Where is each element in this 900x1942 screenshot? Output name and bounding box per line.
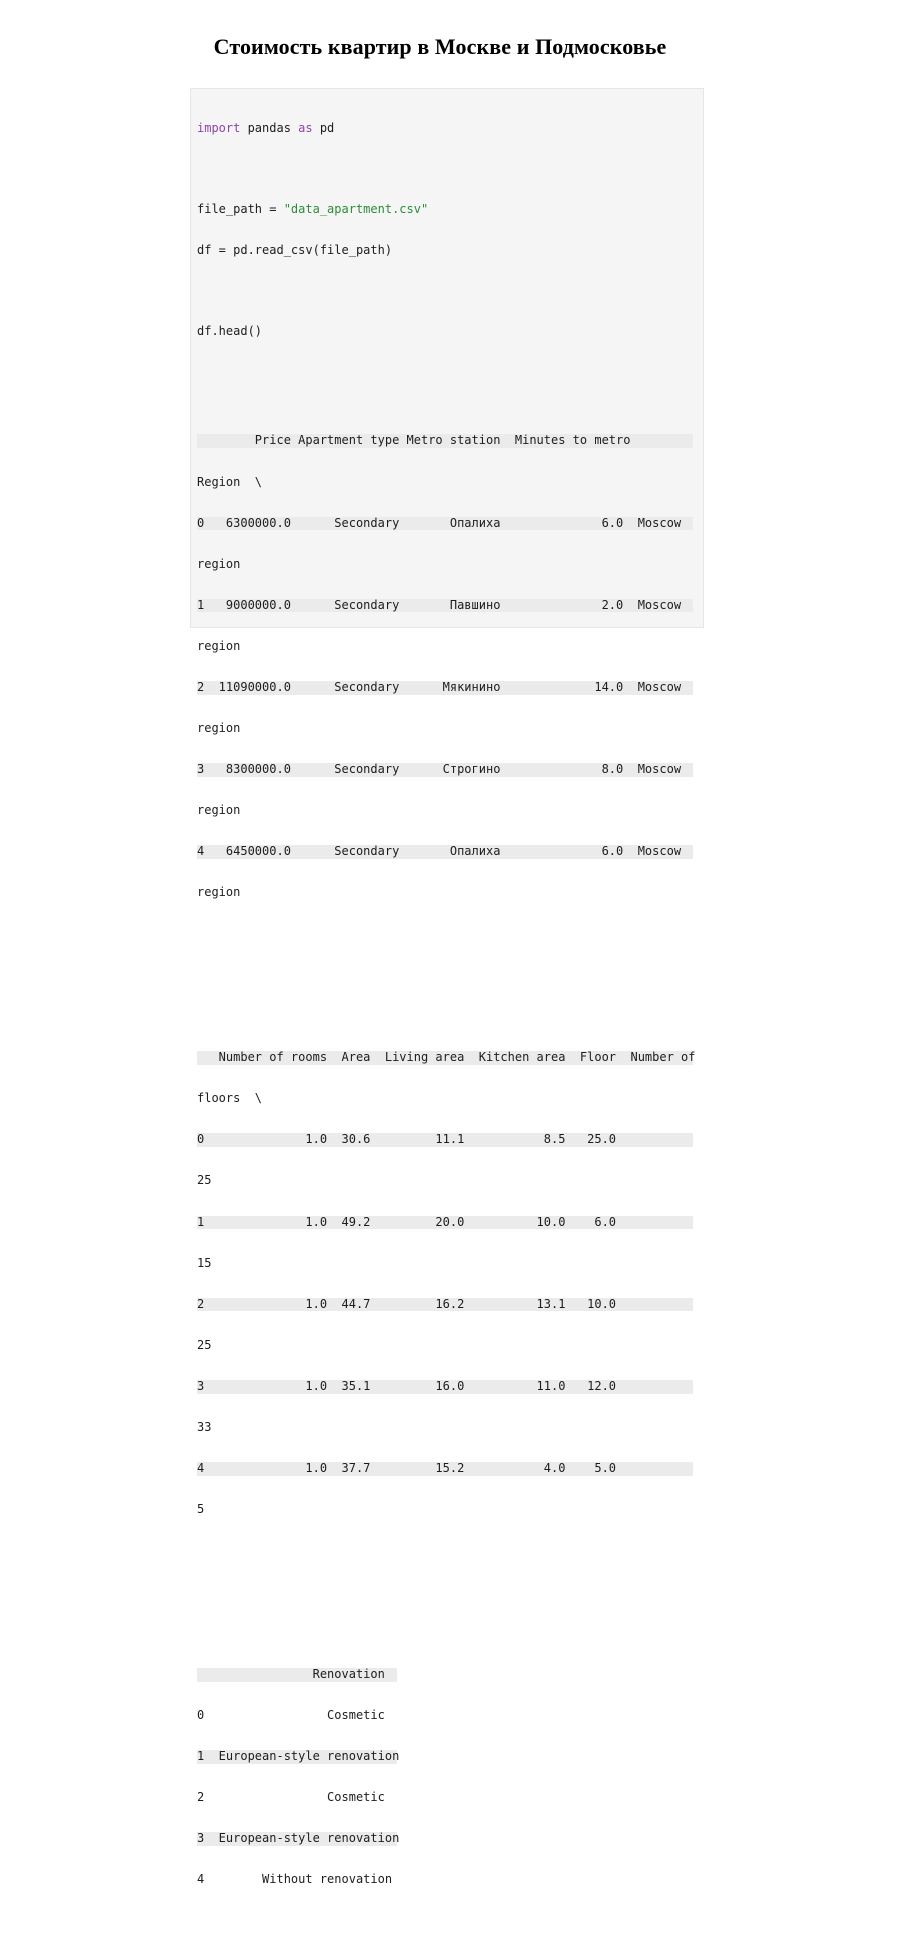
table-row: 4 6450000.0 Secondary Опалиха 6.0 Moscow [197,845,693,859]
blank-line [197,164,697,176]
output-table-1 [197,407,697,928]
table-row: 3 1.0 35.1 16.0 11.0 12.0 [197,1380,693,1394]
notebook-cell[interactable] [190,88,704,1887]
table-gap [197,969,697,983]
table-row-wrap: 15 [197,1255,212,1270]
table-row: 0 1.0 30.6 11.1 8.5 25.0 [197,1133,693,1147]
table-row-wrap: region [197,721,241,736]
table-row-wrap: 33 [197,1420,212,1434]
table-header-line: Number of rooms Area Living area Kitchen area Floor Number of [197,1050,696,1065]
table-header-line: Price Apartment type Metro station Minutes to metro [197,434,693,448]
table-row: 2 Cosmetic [197,1790,385,1805]
table-header-line: Renovation [197,1668,397,1682]
blank-line [197,285,697,297]
table-header-line: Region \ [197,474,263,489]
table-row: 2 11090000.0 Secondary Мякинино 14.0 Moscow [197,681,693,695]
import-keyword: import [197,121,241,136]
table-row-wrap: region [197,803,241,818]
table-header-line: floors \ [197,1091,263,1106]
import-module: pandas [240,121,299,136]
import-alias: pd [312,121,335,136]
table-row-wrap: 5 [197,1502,205,1517]
filepath-line [197,203,697,217]
table-row: 0 Cosmetic [197,1708,385,1722]
code-input[interactable] [197,95,697,366]
table-row: 4 Without renovation [197,1872,393,1887]
filepath-string: "data_apartment.csv" [283,201,429,216]
output-table-2 [197,1024,697,1545]
table-row-wrap: 25 [197,1173,212,1188]
table-row: 3 8300000.0 Secondary Строгино 8.0 Moscow [197,763,693,777]
table-row-wrap: 25 [197,1337,212,1352]
table-row: 4 1.0 37.7 15.2 4.0 5.0 [197,1462,693,1476]
output-table-3 [197,1641,697,1915]
table-row: 1 9000000.0 Secondary Павшино 2.0 Moscow [197,599,693,613]
import-line [197,122,697,136]
as-keyword: as [298,121,313,136]
table-gap [197,1585,697,1599]
table-row: 1 European-style renovation [197,1749,400,1764]
table-row: 2 1.0 44.7 16.2 13.1 10.0 [197,1298,693,1312]
table-row-wrap: region [197,885,241,900]
page-title: Стоимость квартир в Москве и Подмосковье [213,34,667,59]
read-csv-line: df = pd.read_csv(file_path) [197,243,393,257]
table-row-wrap: region [197,638,241,653]
dataframe-output [197,380,697,1942]
table-row: 1 1.0 49.2 20.0 10.0 6.0 [197,1216,693,1230]
output-gap [197,366,697,380]
table-row: 0 6300000.0 Secondary Опалиха 6.0 Moscow [197,517,693,531]
table-row: 3 European-style renovation [197,1831,400,1846]
table-row-wrap: region [197,556,241,571]
filepath-assign: file_path = [197,201,284,216]
head-call-line: df.head() [197,323,263,338]
